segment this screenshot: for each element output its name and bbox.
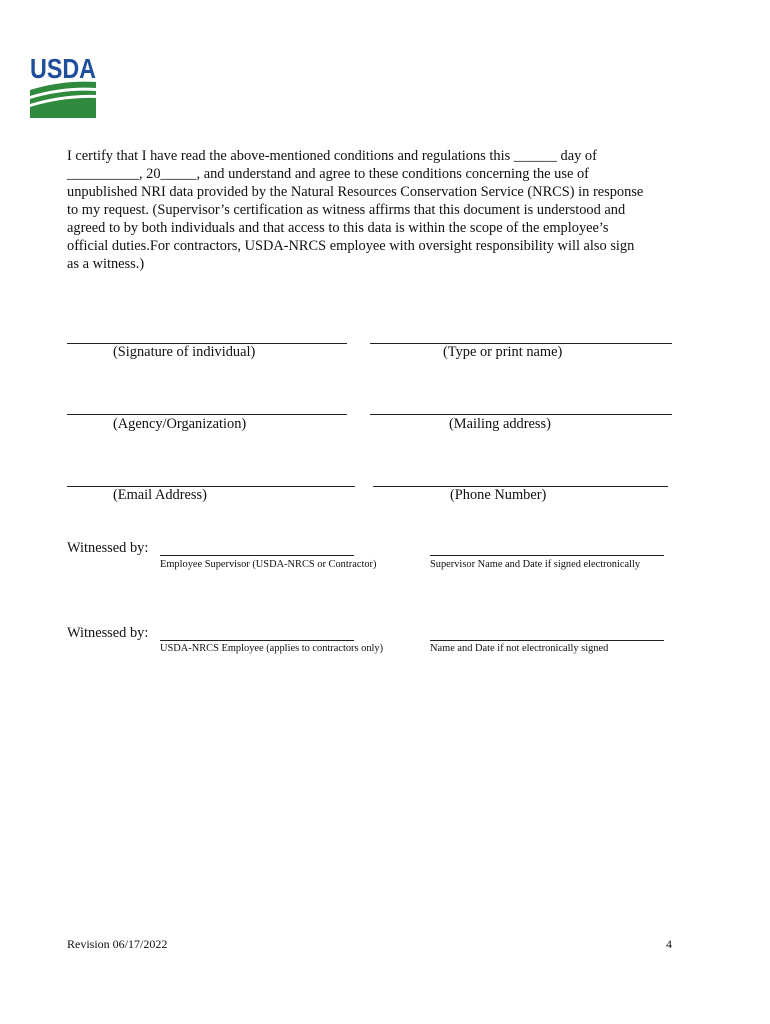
employee-name-date-line[interactable]: [430, 640, 664, 641]
certification-line: unpublished NRI data provided by the Natural Resources Conservation Service (NRCS) in response: [67, 184, 644, 200]
email-line[interactable]: [67, 486, 355, 487]
employee-caption: USDA-NRCS Employee (applies to contractors only): [160, 643, 384, 654]
mailing-address-line[interactable]: [370, 414, 672, 415]
usda-logo: [29, 50, 97, 118]
witness-label: Witnessed by:: [67, 540, 149, 556]
supervisor-caption: Employee Supervisor (USDA-NRCS or Contractor): [160, 559, 377, 570]
svg-text:USDA: USDA: [30, 53, 96, 84]
signature-caption: (Signature of individual): [113, 344, 256, 360]
mailing-address-caption: (Mailing address): [449, 416, 551, 432]
witness-label: Witnessed by:: [67, 625, 149, 641]
certification-line: agreed to by both individuals and that access to this data is within the scope of the employee’s: [67, 220, 609, 236]
print-name-caption: (Type or print name): [443, 344, 563, 360]
supervisor-signature-line[interactable]: [160, 555, 354, 556]
certification-line: I certify that I have read the above-mentioned conditions and regulations this ______ day of: [67, 148, 597, 164]
certification-statement: [67, 147, 687, 273]
agency-caption: (Agency/Organization): [113, 416, 247, 432]
certification-line: as a witness.): [67, 256, 145, 272]
certification-line: __________, 20_____, and understand and agree to these conditions concerning the use of: [67, 166, 589, 182]
agency-line[interactable]: [67, 414, 347, 415]
page-number: 4: [666, 937, 672, 951]
revision-date: Revision 06/17/2022: [67, 937, 168, 951]
supervisor-date-caption: Supervisor Name and Date if signed electronically: [430, 559, 641, 570]
employee-signature-line[interactable]: [160, 640, 354, 641]
phone-caption: (Phone Number): [450, 487, 547, 503]
certification-line: to my request. (Supervisor’s certification as witness affirms that this document is understood and: [67, 202, 626, 218]
employee-date-caption: Name and Date if not electronically signed: [430, 643, 609, 654]
email-caption: (Email Address): [113, 487, 207, 503]
supervisor-name-date-line[interactable]: [430, 555, 664, 556]
certification-line: official duties.For contractors, USDA-NRCS employee with oversight responsibility will also sign: [67, 238, 635, 254]
